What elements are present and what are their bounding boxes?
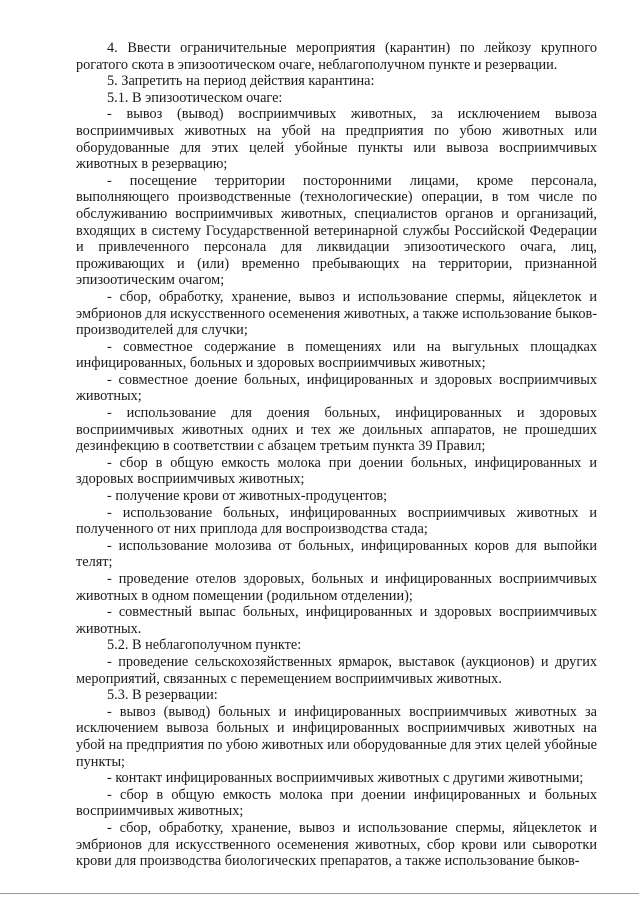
list-item: - вывоз (вывод) восприимчивых животных, за исключением вывоза восприимчивых животных на убой на предприятия по убою животных или оборудованные для этих целей убойные пункты или вывоза восприимчивых животных в резервацию; [76, 106, 597, 173]
list-item: - сбор в общую емкость молока при доении инфицированных и больных восприимчивых животных; [76, 786, 597, 820]
list-item: - совместное содержание в помещениях или на выгульных площадках инфицированных, больных и здоровых восприимчивых животных; [76, 338, 597, 372]
list-item: - проведение сельскохозяйственных ярмарок, выставок (аукционов) и других мероприятий, связанных с перемещением восприимчивых животных. [76, 653, 597, 687]
list-item: - проведение отелов здоровых, больных и инфицированных восприимчивых животных в одном помещении (родильном отделении); [76, 571, 597, 604]
list-item: - совместное доение больных, инфицированных и здоровых восприимчивых животных; [76, 371, 597, 405]
list-item: - использование больных, инфицированных восприимчивых животных и полученного от них приплода для воспроизводства стада; [76, 504, 597, 538]
document-body [76, 40, 597, 870]
paragraph-item-4-quarantine: 4. Ввести ограничительные мероприятия (карантин) по лейкозу крупного рогатого скота в эпизоотическом очаге, неблагополучном пункте и резервации. [76, 40, 597, 73]
subsection-heading-5-2: 5.2. В неблагополучном пункте: [107, 637, 302, 654]
list-item: - получение крови от животных-продуцентов; [107, 488, 388, 505]
list-item: - использование молозива от больных, инфицированных коров для выпойки телят; [76, 537, 597, 571]
list-item: - вывоз (вывод) больных и инфицированных восприимчивых животных за исключением вывоза больных и инфицированных восприимчивых животных на убой на предприятия по убою животных или оборудованные для этих целей убойные пункты; [76, 703, 597, 770]
list-item: - контакт инфицированных восприимчивых животных с другими животными; [107, 770, 584, 787]
subsection-heading-5-3: 5.3. В резервации: [107, 687, 218, 704]
list-item: - посещение территории посторонними лицами, кроме персонала, выполняющего производственные (технологические) операции, в том числе по обслуживанию восприимчивых животных, специалистов органов и организаций, входящих в систему Государственной ветеринарной службы Российской Федерации и привлеченного персонала для ликвидации эпизоотического очага, лиц, проживающих и (или) временно пребывающих на территории, признанной эпизоотическим очагом; [76, 172, 597, 289]
list-item: - использование для доения больных, инфицированных и здоровых восприимчивых животных одних и тех же доильных аппаратов, не прошедших дезинфекцию в соответствии с абзацем третьим пункта 39 Правил; [76, 405, 597, 455]
list-item: - сбор, обработку, хранение, вывоз и использование спермы, яйцеклеток и эмбрионов для искусственного осеменения животных, а также использование быков-производителей для случки; [76, 288, 597, 339]
list-item: - сбор в общую емкость молока при доении больных, инфицированных и здоровых восприимчивых животных; [76, 454, 597, 488]
paragraph-item-5-prohibit: 5. Запретить на период действия карантина: [107, 73, 375, 90]
list-item: - совместный выпас больных, инфицированных и здоровых восприимчивых животных. [76, 604, 597, 637]
subsection-heading-5-1: 5.1. В эпизоотическом очаге: [107, 89, 283, 106]
list-item: - сбор, обработку, хранение, вывоз и использование спермы, яйцеклеток и эмбрионов для искусственного осеменения животных, сбор крови или сыворотки крови для производства биологических препаратов, а также использование быков- [76, 819, 597, 870]
page-bottom-rule [0, 893, 639, 894]
